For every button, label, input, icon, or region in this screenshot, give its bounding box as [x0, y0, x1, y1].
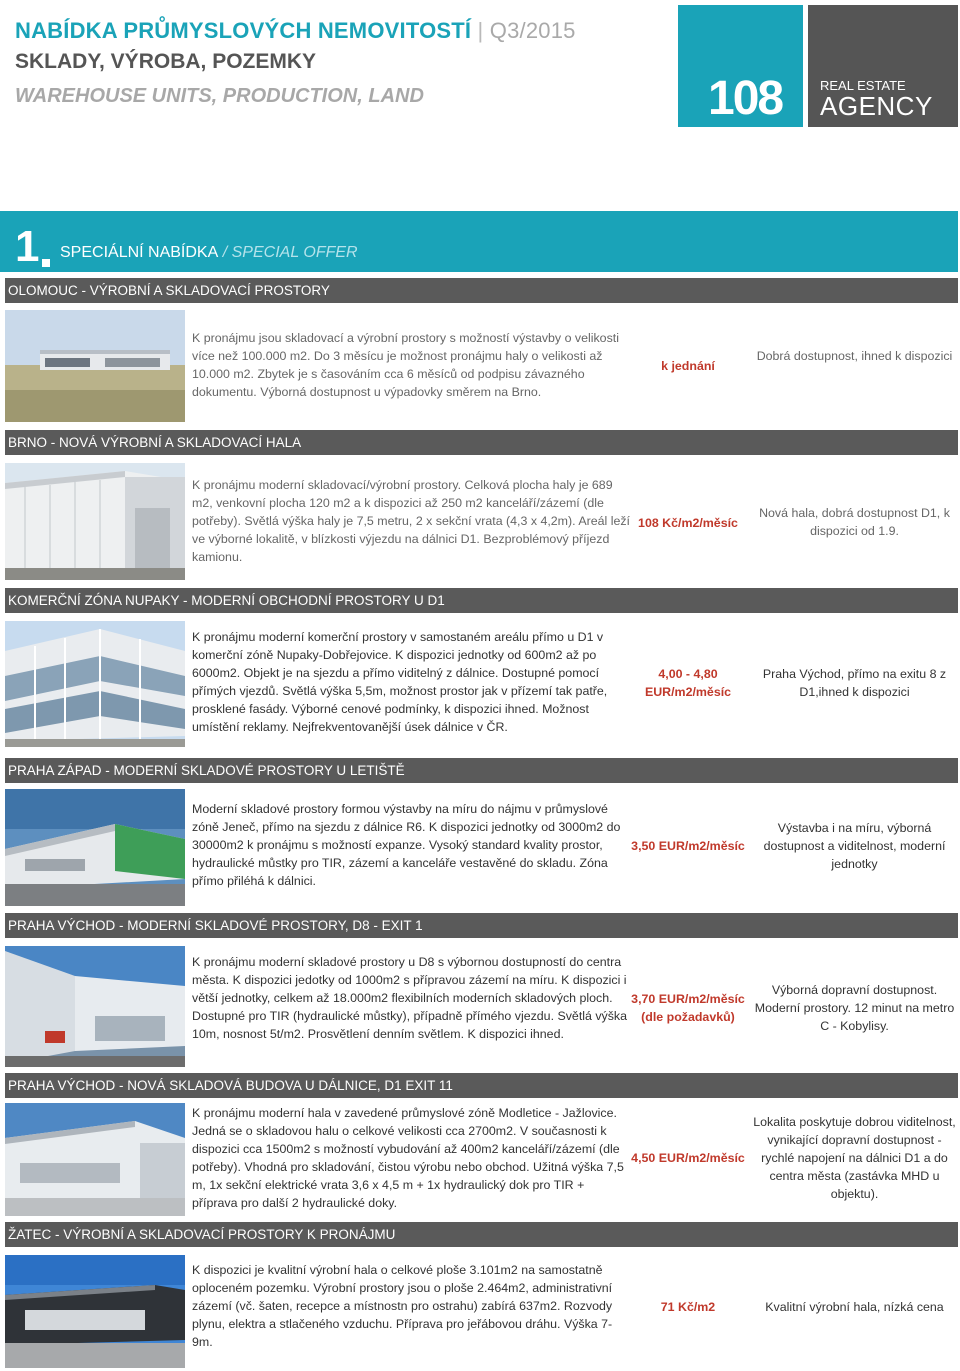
section-title-brno: BRNO - NOVÁ VÝROBNÍ A SKLADOVACÍ HALA — [5, 430, 958, 455]
special-slash: / — [218, 244, 232, 261]
price-nupaky: 4,00 - 4,80 EUR/m2/měsíc — [644, 667, 732, 699]
description-zatec: K dispozici je kvalitní výrobní hala o celkové ploše 3.101m2 na samostatně oploceném pozemku. Výrobní prostory jsou o ploše 2.464m2, administrativní zázemí (vč. šaten, recepce a místnostn pro ostrahu) zabírá 637m2. Rozvody plynu, elektra a stlačeného vzduchu. Příprava pro jeřábovou dráhu. Výška 7-9m. — [192, 1263, 613, 1349]
logo-number-block — [678, 5, 803, 127]
description-praha-vychod-d8: K pronájmu moderní skladové prostory u D8 s výbornou dostupností do centra města. K dispozici jedotky od 1000m2 s přípravou zázemí na míru. K dispozici i větší jednotky, celkem až 18.000m2 flexibilních moderních skladových ploch. Dostupné pro TIR (hydraulické můstky), případně přímého vjezdu. Světlá výška 10m, nosnost 5t/m2. Prosvětlení denním světlem. K dispozici ihned. — [192, 955, 628, 1041]
price-praha-vychod-d8: 3,70 EUR/m2/měsíc (dle požadavků) — [631, 992, 745, 1024]
note-nupaky: Praha Východ, přímo na exitu 8 z D1,ihned k dispozici — [762, 667, 947, 699]
description-olomouc: K pronájmu jsou skladovací a výrobní prostory s možností výstavby o velikosti více než 100.000 m2. Do 3 měsícu je možnost pronájmu haly o velikosti až 10.000 m2. Zbytek je s časováním cca 6 měsíců od podpisu závazného dokumentu. Výborná dostupnost u výpadovky směrem na Brno. — [192, 331, 619, 399]
description-praha-zapad: Moderní skladové prostory formou výstavby na míru do nájmu v průmyslové zóně Jeneč, přímo na sjezdu z dálnice R6. K dispozici jednotky od 3000m2 do 30000m2 k pronájmu s možností expanze. Vysoký standard kvality prostor, hydraulické můstky pro TIR, zázemí a kanceláře vestavěné do skladu. Zóna přímo přiléhá k dálnici. — [192, 802, 621, 888]
photo-praha-vychod-d8 — [5, 946, 185, 1067]
special-label — [60, 244, 358, 262]
special-offer-bar — [0, 211, 958, 272]
special-label-cz: SPECIÁLNÍ NABÍDKA — [60, 244, 219, 261]
page-header — [0, 0, 960, 210]
photo-brno — [5, 463, 185, 580]
price-olomouc: k jednání — [661, 359, 715, 373]
title-quarter: Q3/2015 — [489, 18, 576, 43]
price-praha-vychod-d1: 4,50 EUR/m2/měsíc — [631, 1151, 745, 1165]
description-praha-vychod-d1: K pronájmu moderní hala v zavedené průmyslové zóně Modletice - Jažlovice. Jedná se o skladovou halu o celkové velikosti cca 2700m2. V současnosti k dispozici cca 1500m2 s možností vybudování až 400m2 kanceláří/zázemí (dle potřeby). Vhodná pro skladování, čistou výrobu nebo obchod. Užitná výška 7,5 m, 1x sekční elektrické vrata 3,6 x 4,5 m + 1x hydraulický dok pro TIR + příprava pro další 2 hydraulické doky. — [192, 1106, 624, 1210]
note-brno: Nová hala, dobrá dostupnost D1, k dispozici od 1.9. — [759, 506, 950, 538]
price-zatec: 71 Kč/m2 — [660, 1300, 716, 1314]
price-brno: 108 Kč/m2/měsíc — [638, 516, 738, 530]
note-zatec: Kvalitní výrobní hala, nízká cena — [765, 1300, 944, 1314]
photo-nupaky — [5, 621, 185, 747]
special-number: 1 — [15, 222, 40, 271]
logo-agency-block — [808, 5, 958, 127]
logo-number: 108 — [708, 72, 783, 125]
section-title-olomouc: OLOMOUC - VÝROBNÍ A SKLADOVACÍ PROSTORY — [5, 278, 958, 303]
note-olomouc: Dobrá dostupnost, ihned k dispozici — [756, 349, 953, 363]
logo-line2: AGENCY — [820, 91, 933, 121]
section-title-praha-vychod-d1: PRAHA VÝCHOD - NOVÁ SKLADOVÁ BUDOVA U DÁLNICE, D1 EXIT 11 — [5, 1073, 958, 1098]
section-title-praha-zapad: PRAHA ZÁPAD - MODERNÍ SKLADOVÉ PROSTORY U LETIŠTĚ — [5, 758, 958, 783]
title-main: NABÍDKA PRŮMYSLOVÝCH NEMOVITOSTÍ — [15, 18, 472, 43]
photo-zatec — [5, 1255, 185, 1368]
note-praha-vychod-d1: Lokalita poskytuje dobrou viditelnost, vynikající dopravní dostupnost - rychlé napojení na dálnici D1 a do centra města (zastávka MHD u objektu). — [753, 1115, 956, 1201]
description-brno: K pronájmu moderní skladovací/výrobní prostory. Celková plocha haly je 689 m2, venkovní plocha 120 m2 a k dispozici až 250 m2 kanceláří/zázemí (dle potřeby). Světlá výška haly je 7,5 metru, 2 x sekční vrata (4,3 x 4,2m). Areál leží ve výborné lokalitě, v blízkosti výjezdu na dálnici D1. Bezproblémový příjezd kamionu. — [192, 478, 630, 564]
page-title — [15, 18, 576, 44]
section-title-praha-vychod-d8: PRAHA VÝCHOD - MODERNÍ SKLADOVÉ PROSTORY, D8 - EXIT 1 — [5, 913, 958, 938]
special-label-en: SPECIAL OFFER — [231, 244, 358, 261]
section-title-zatec: ŽATEC - VÝROBNÍ A SKLADOVACÍ PROSTORY K PRONÁJMU — [5, 1222, 958, 1247]
price-praha-zapad: 3,50 EUR/m2/měsíc — [631, 839, 745, 853]
description-nupaky: K pronájmu moderní komerční prostory v samostaném areálu přímo u D1 v komerční zóně Nupaky-Dobřejovice. K dispozici jednotky od 600m2 až po 6000m2. Objekt je na sjezdu a přímo viditelný z dálnice. Dostupné pomocí přímých vjezdů. Světlá výška 5,5m, možnost prostor jak v přízemí tak patře, prosklené fasády. Výborné cenové podmínky, k dispozici ihned. Možnost umístění reklamy. Nejfrekventovanější úsek dálnice v ČR. — [192, 630, 608, 734]
photo-praha-zapad — [5, 789, 185, 906]
photo-praha-vychod-d1 — [5, 1103, 185, 1216]
special-dot — [42, 259, 50, 267]
photo-olomouc — [5, 310, 185, 422]
note-praha-zapad: Výstavba i na míru, výborná dostupnost a viditelnost, moderní jednotky — [763, 821, 946, 871]
logo-line1: REAL ESTATE — [820, 78, 906, 93]
section-title-nupaky: KOMERČNÍ ZÓNA NUPAKY - MODERNÍ OBCHODNÍ PROSTORY U D1 — [5, 588, 958, 613]
title-separator: | — [477, 18, 484, 43]
subtitle-cz: SKLADY, VÝROBA, POZEMKY — [15, 50, 317, 73]
subtitle-en: WAREHOUSE UNITS, PRODUCTION, LAND — [15, 85, 424, 107]
note-praha-vychod-d8: Výborná dopravní dostupnost. Moderní prostory. 12 minut na metro C - Kobylisy. — [754, 983, 955, 1033]
